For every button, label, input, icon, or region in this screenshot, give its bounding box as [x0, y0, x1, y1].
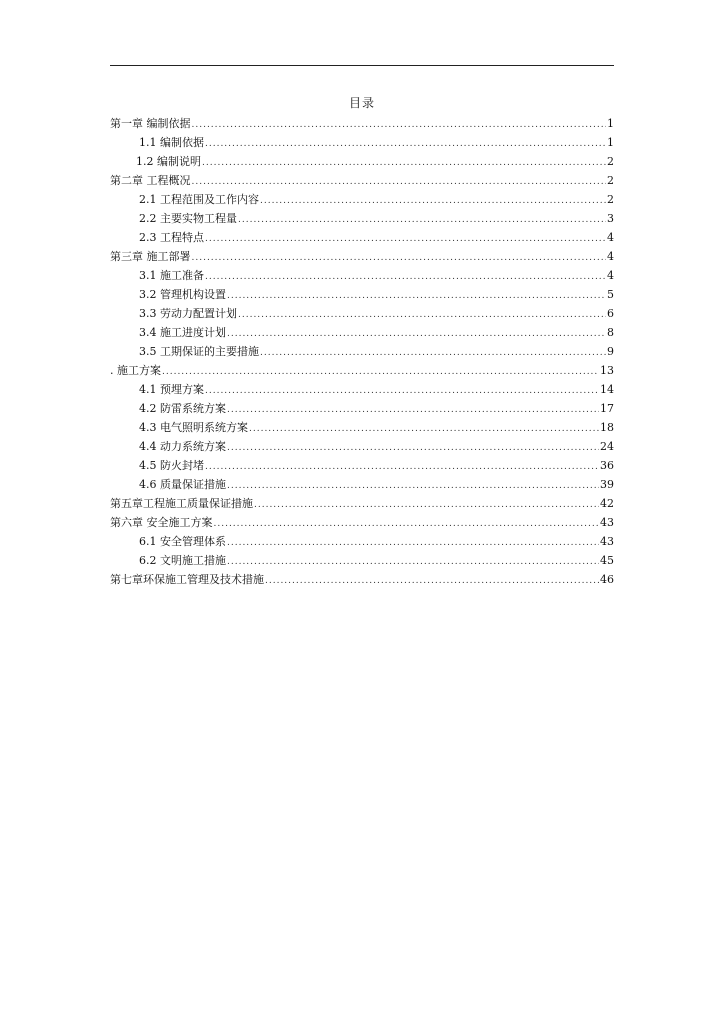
- toc-entry[interactable]: [110, 190, 614, 209]
- toc-entry-page-number: 4: [607, 269, 614, 282]
- toc-entry[interactable]: [110, 114, 614, 133]
- toc-entry[interactable]: [110, 361, 614, 380]
- toc-entry-label: 3.3 劳动力配置计划: [139, 307, 237, 320]
- toc-dot-leader: [227, 553, 599, 572]
- toc-entry-page-number: 1: [607, 117, 614, 130]
- toc-entry[interactable]: [110, 418, 614, 437]
- toc-entry-label: 3.4 施工进度计划: [139, 326, 226, 339]
- toc-entry-label: 3.1 施工准备: [139, 269, 204, 282]
- toc-entry-label: 2.3 工程特点: [139, 231, 204, 244]
- toc-entry-label: 4.2 防雷系统方案: [139, 402, 226, 415]
- toc-dot-leader: [205, 382, 599, 401]
- toc-entry[interactable]: [110, 133, 614, 152]
- toc-entry-page-number: 36: [600, 459, 614, 472]
- toc-dot-leader: [205, 268, 606, 287]
- toc-entry-label: 2.2 主要实物工程量: [139, 212, 237, 225]
- toc-entry-page-number: 45: [600, 554, 614, 567]
- toc-entry-page-number: 8: [607, 326, 614, 339]
- toc-entry[interactable]: [110, 171, 614, 190]
- toc-entry-page-number: 18: [600, 421, 614, 434]
- toc-entry-label: 第五章工程施工质量保证措施: [110, 497, 253, 510]
- toc-entry-page-number: 24: [600, 440, 614, 453]
- toc-dot-leader: [238, 306, 606, 325]
- toc-dot-leader: [205, 458, 599, 477]
- toc-entry-page-number: 3: [607, 212, 614, 225]
- toc-entry[interactable]: [110, 475, 614, 494]
- toc-entry[interactable]: [110, 399, 614, 418]
- toc-entry-label: 第七章环保施工管理及技术措施: [110, 573, 264, 586]
- toc-dot-leader: [227, 401, 599, 420]
- toc-dot-leader: [192, 249, 607, 268]
- toc-entry[interactable]: [110, 494, 614, 513]
- toc-entry-label: 3.2 管理机构设置: [139, 288, 226, 301]
- toc-entry[interactable]: [110, 437, 614, 456]
- toc-entry-page-number: 4: [607, 250, 614, 263]
- toc-entry-page-number: 2: [607, 155, 614, 168]
- toc-entry-page-number: 6: [607, 307, 614, 320]
- toc-entry[interactable]: [110, 209, 614, 228]
- toc-entry-page-number: 9: [607, 345, 614, 358]
- toc-dot-leader: [205, 135, 606, 154]
- toc-entry[interactable]: [110, 532, 614, 551]
- toc-dot-leader: [238, 211, 606, 230]
- toc-entry-label: 第二章 工程概况: [110, 174, 191, 187]
- toc-entry-page-number: 42: [600, 497, 614, 510]
- toc-entry-page-number: 5: [607, 288, 614, 301]
- toc-entry-label: 1.1 编制依据: [139, 136, 204, 149]
- toc-dot-leader: [254, 496, 599, 515]
- toc-entry-page-number: 43: [600, 516, 614, 529]
- toc-dot-leader: [260, 344, 606, 363]
- toc-entry-page-number: 39: [600, 478, 614, 491]
- toc-dot-leader: [205, 230, 606, 249]
- toc-entry[interactable]: [110, 551, 614, 570]
- table-of-contents: [110, 114, 614, 589]
- toc-entry[interactable]: [110, 228, 614, 247]
- toc-entry-label: 4.1 预埋方案: [139, 383, 204, 396]
- toc-entry-page-number: 43: [600, 535, 614, 548]
- toc-entry-label: 1.2 编制说明: [136, 155, 201, 168]
- toc-entry-label: 第六章 安全施工方案: [110, 516, 213, 529]
- toc-entry[interactable]: [110, 342, 614, 361]
- toc-title: 目录: [348, 96, 375, 110]
- toc-entry-label: 3.5 工期保证的主要措施: [139, 345, 259, 358]
- toc-entry[interactable]: [110, 285, 614, 304]
- toc-dot-leader: [162, 363, 599, 382]
- toc-entry-page-number: 2: [607, 174, 614, 187]
- toc-entry[interactable]: [110, 380, 614, 399]
- toc-dot-leader: [227, 477, 599, 496]
- toc-entry-page-number: 14: [600, 383, 614, 396]
- toc-dot-leader: [202, 154, 606, 173]
- toc-entry[interactable]: [110, 304, 614, 323]
- toc-entry-label: 2.1 工程范围及工作内容: [139, 193, 259, 206]
- toc-dot-leader: [214, 515, 600, 534]
- toc-dot-leader: [249, 420, 599, 439]
- toc-entry-page-number: 13: [600, 364, 614, 377]
- toc-dot-leader: [227, 439, 599, 458]
- toc-entry-page-number: 4: [607, 231, 614, 244]
- toc-entry[interactable]: [110, 323, 614, 342]
- toc-entry[interactable]: [110, 570, 614, 589]
- toc-entry[interactable]: [110, 513, 614, 532]
- toc-entry[interactable]: [110, 247, 614, 266]
- toc-entry[interactable]: [110, 266, 614, 285]
- toc-entry[interactable]: [110, 456, 614, 475]
- toc-entry-page-number: 46: [600, 573, 614, 586]
- toc-dot-leader: [227, 534, 599, 553]
- toc-entry-label: 6.1 安全管理体系: [139, 535, 226, 548]
- toc-entry-page-number: 1: [607, 136, 614, 149]
- toc-dot-leader: [227, 287, 606, 306]
- toc-entry-label: 第一章 编制依据: [110, 117, 191, 130]
- toc-entry-label: . 施工方案: [110, 364, 161, 377]
- header-rule: [110, 65, 614, 66]
- toc-entry-label: 4.3 电气照明系统方案: [139, 421, 248, 434]
- toc-entry-label: 第三章 施工部署: [110, 250, 191, 263]
- toc-entry-page-number: 2: [607, 193, 614, 206]
- toc-entry-label: 4.4 动力系统方案: [139, 440, 226, 453]
- toc-entry-label: 6.2 文明施工措施: [139, 554, 226, 567]
- toc-entry-label: 4.6 质量保证措施: [139, 478, 226, 491]
- toc-dot-leader: [227, 325, 606, 344]
- toc-dot-leader: [260, 192, 606, 211]
- toc-entry-page-number: 17: [600, 402, 614, 415]
- toc-entry-label: 4.5 防火封堵: [139, 459, 204, 472]
- toc-dot-leader: [265, 572, 599, 591]
- toc-entry[interactable]: [110, 152, 614, 171]
- toc-dot-leader: [192, 116, 607, 135]
